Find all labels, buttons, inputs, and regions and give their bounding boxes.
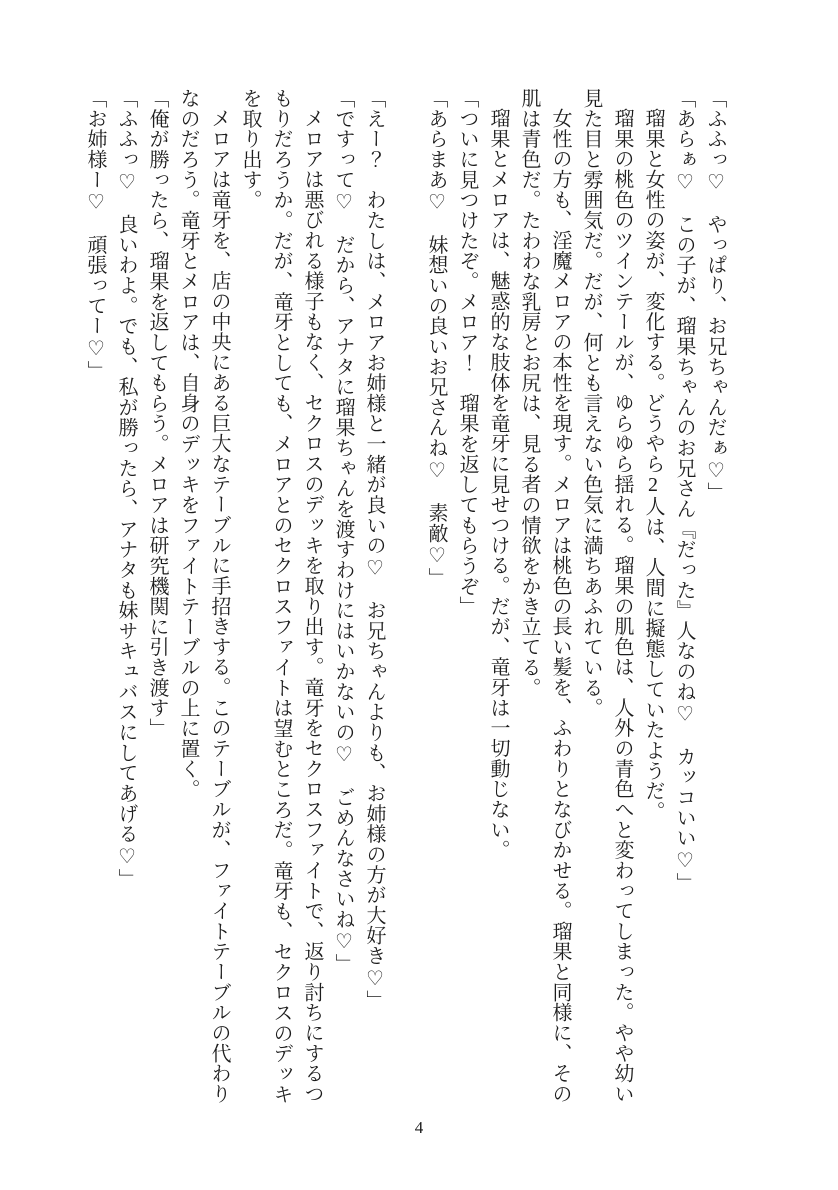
- paragraph-line: 「ですって♡ だから、アナタに瑠果ちゃんを渡すわけにはいかないの♡ ごめんなさいね♡」: [332, 88, 354, 974]
- paragraph-line: 瑠果の桃色のツインテールが、ゆらゆら揺れる。瑠果の肌色は、人外の青色へと変わってしまった。やや幼い見た目と雰囲気だ。だが、何とも言えない色気に満ちあふれている。: [580, 88, 633, 1104]
- vertical-text-block: [70, 88, 730, 1106]
- paragraph-line: 瑠果とメロアは、魅惑的な肢体を竜牙に見せつける。だが、竜牙は一切動じない。: [487, 108, 509, 860]
- paragraph-line: 「ついに見つけたぞ。メロア！ 瑠果を返してもらうぞ」: [456, 88, 478, 617]
- paragraph-line: メロアは竜牙を、店の中央にある巨大なテーブルに手招きする。このテーブルが、ファイトテーブルの代わりなのだろう。竜牙とメロアは、自身のデッキをファイトテーブルの上に置く。: [177, 88, 230, 1104]
- paragraph-line: 「あらぁ♡ この子が、瑠果ちゃんのお兄さん『だった』人なのね♡ カッコいい♡」: [673, 88, 695, 893]
- paragraph-line: 「ふふっ♡ やっぱり、お兄ちゃんだぁ♡」: [704, 88, 726, 503]
- page-number: 4: [414, 1118, 424, 1137]
- paragraph-line: [389, 88, 420, 1106]
- paragraph-line: 女性の方も、淫魔メロアの本性を現す。メロアは桃色の長い髪を、ふわりとなびかせる。瑠果と同様に、その肌は青色だ。たわわな乳房とお尻は、見る者の情欲をかき立てる。: [518, 88, 571, 1104]
- paragraph-line: 「ふふっ♡ 良いわよ。でも、私が勝ったら、アナタも妹サキュバスにしてあげる♡」: [115, 88, 137, 889]
- paragraph-line: 「お姉様ー♡ 頑張ってー♡」: [84, 88, 106, 381]
- paragraph-line: 「えー？ わたしは、メロアお姉様と一緒が良いの♡ お兄ちゃんよりも、お姉様の方が大好き♡」: [363, 88, 385, 1011]
- paragraph-line: 瑠果と女性の姿が、変化する。どうやら2人は、人間に擬態していたようだ。: [642, 108, 664, 822]
- paragraph-line: 「俺が勝ったら、瑠果を返してもらう。メロアは研究機関に引き渡す」: [146, 88, 168, 739]
- paragraph-line: メロアは悪びれる様子もなく、セクロスのデッキを取り出す。竜牙をセクロスファイトで、返り討ちにするつもりだろうか。だが、竜牙としても、メロアとのセクロスファイトは望むところだ。竜牙も、セクロスのデッキを取り出す。: [239, 88, 323, 1104]
- paragraph-line: 「あらまあ♡ 妹想いの良いお兄さんね♡ 素敵♡」: [425, 88, 447, 588]
